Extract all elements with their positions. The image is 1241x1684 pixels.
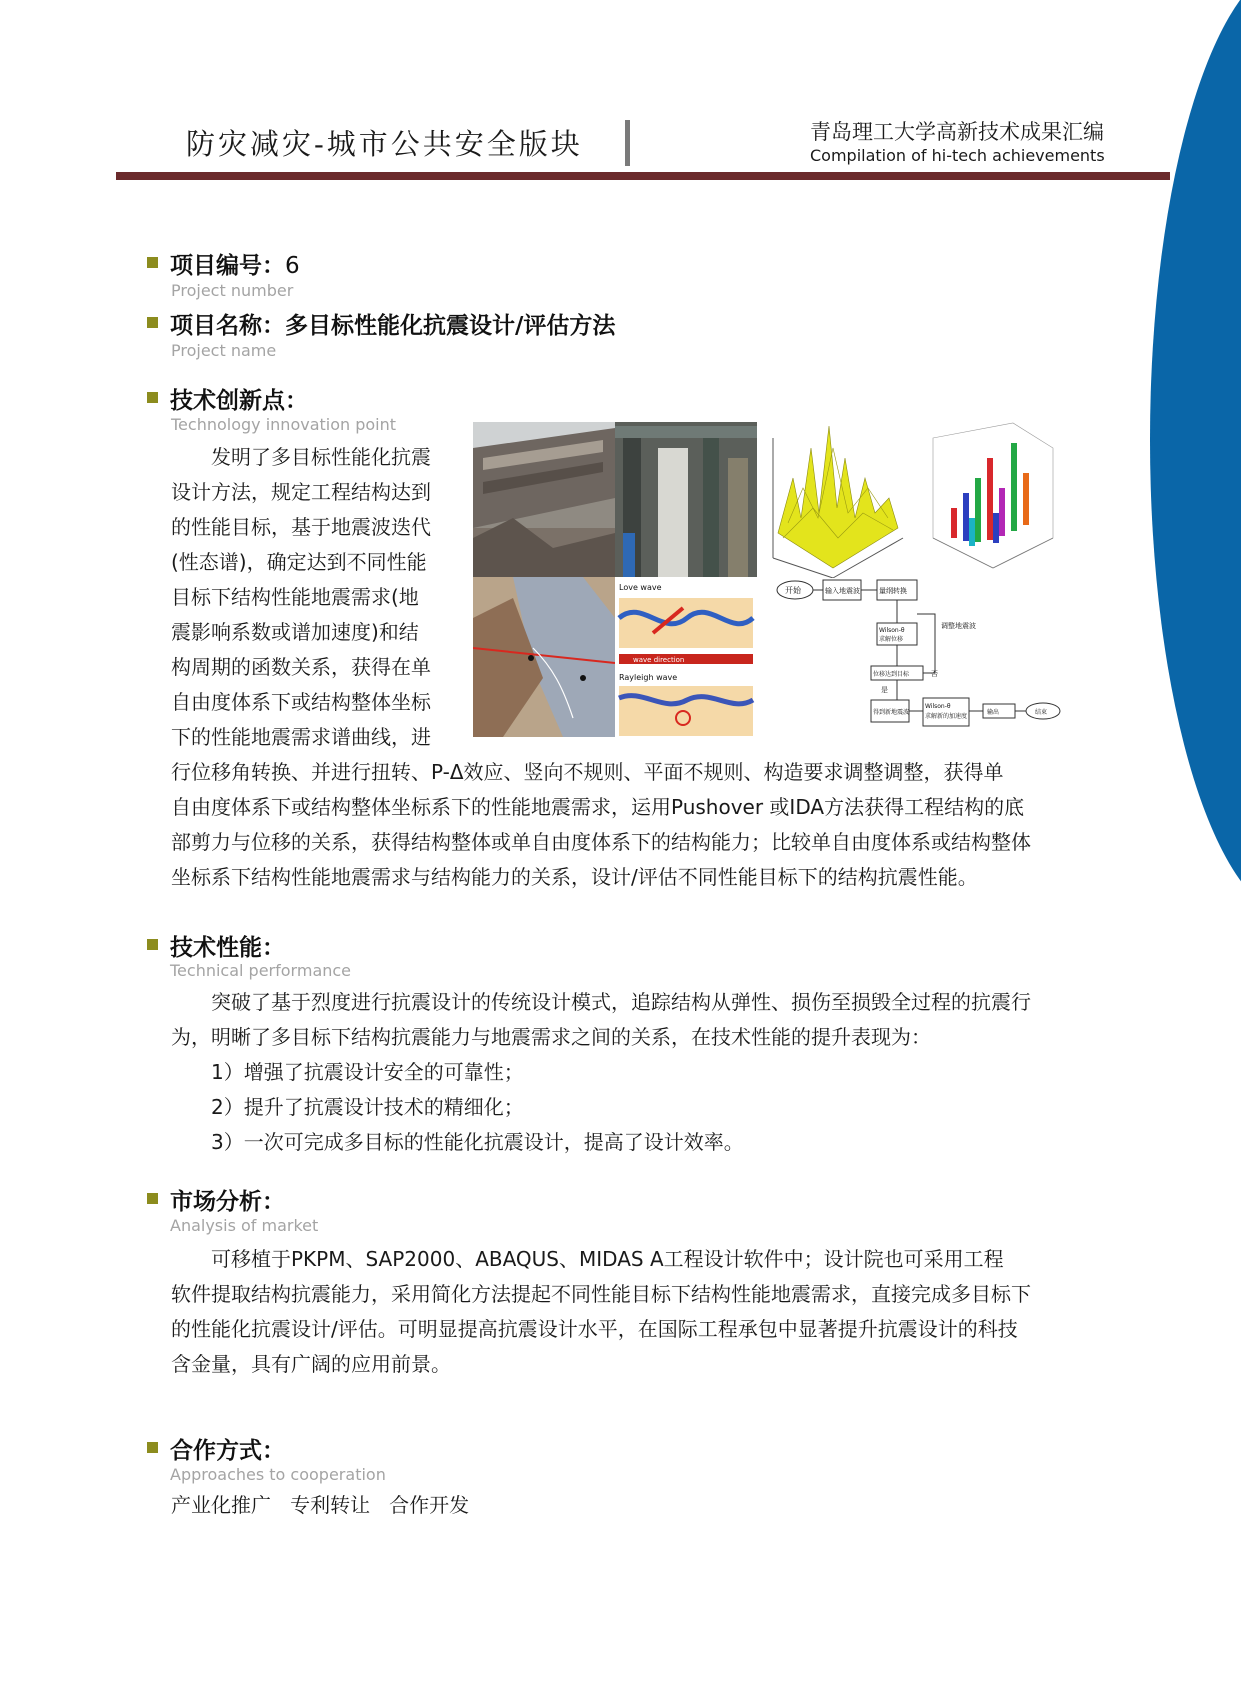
- market-heading: 市场分析：: [170, 1189, 285, 1215]
- flow-target: 位移达到目标: [873, 671, 910, 678]
- bullet-square: [147, 1442, 158, 1453]
- bullet-square: [147, 1193, 158, 1204]
- publication-title-en: Compilation of hi-tech achievements: [810, 146, 1105, 165]
- flow-start: 开始: [785, 586, 801, 595]
- innovation-heading: 技术创新点：: [170, 388, 308, 414]
- header-rule: [116, 172, 1150, 180]
- list-item: 3）一次可完成多目标的性能化抗震设计，提高了设计效率。: [211, 1130, 744, 1154]
- text-line: 为，明晰了多目标下结构抗震能力与地震需求之间的关系，在技术性能的提升表现为：: [171, 1025, 931, 1049]
- flow-wilson2-b: 求解新的加速度: [925, 713, 968, 720]
- flow-wilson1-b: 求解位移: [879, 636, 904, 643]
- text-line: 可移植于PKPM、SAP2000、ABAQUS、MIDAS A工程设计软件中；设计院也可采用工程: [211, 1247, 1004, 1271]
- text-line: 的性能化抗震设计/评估。可明显提高抗震设计水平，在国际工程承包中显著提升抗震设计的科技: [171, 1317, 1018, 1341]
- flow-convert: 量纲转换: [879, 587, 907, 595]
- cooperation-heading: 合作方式：: [170, 1438, 285, 1464]
- project-name-label: 项目名称：: [170, 313, 285, 339]
- decorative-blue-arc: [1150, 0, 1241, 920]
- flow-wilson1: Wilson-θ: [879, 627, 905, 634]
- performance-paragraph: [171, 985, 1081, 1160]
- innovation-paragraph-wide: [171, 755, 1081, 895]
- text-line: 构周期的函数关系，获得在单: [171, 655, 431, 679]
- text-line: 软件提取结构抗震能力，采用简化方法提起不同性能目标下结构性能地震需求，直接完成多目标下: [171, 1282, 1031, 1306]
- flow-end: 结束: [1035, 709, 1048, 716]
- text-line: 发明了多目标性能化抗震: [211, 445, 431, 469]
- text-line: 自由度体系下或结构整体坐标: [171, 690, 431, 714]
- project-number-label-en: Project number: [171, 281, 294, 300]
- bullet-square: [147, 317, 158, 328]
- project-name-value: 多目标性能化抗震设计/评估方法: [285, 313, 616, 339]
- text-line: 目标下结构性能地震需求(地: [171, 585, 419, 609]
- market-paragraph: [171, 1242, 1081, 1382]
- innovation-figure: [473, 418, 1073, 740]
- list-item: 1）增强了抗震设计安全的可靠性；: [211, 1060, 524, 1084]
- bullet-square: [147, 257, 158, 268]
- project-number-heading: [170, 247, 300, 280]
- project-number-label: 项目编号：: [170, 253, 285, 279]
- photo-terrain-map: [473, 577, 615, 737]
- flow-wilson2: Wilson-θ: [925, 703, 951, 710]
- chart-3d-bars: [907, 418, 1073, 578]
- love-wave-label: Love wave: [619, 583, 662, 592]
- flowchart: [757, 578, 1073, 738]
- chart-3d-surface: [757, 418, 907, 578]
- performance-heading: 技术性能：: [170, 935, 285, 961]
- performance-label-en: Technical performance: [170, 961, 352, 980]
- text-line: 设计方法，规定工程结构达到: [171, 480, 431, 504]
- text-line: 突破了基于烈度进行抗震设计的传统设计模式，追踪结构从弹性、损伤至损毁全过程的抗震行: [211, 990, 1031, 1014]
- market-label-en: Analysis of market: [170, 1216, 319, 1235]
- list-item: 2）提升了抗震设计技术的精细化；: [211, 1095, 524, 1119]
- text-line: (性态谱)，确定达到不同性能: [171, 550, 427, 574]
- flow-output: 输出: [987, 709, 1000, 716]
- text-line: 的性能目标，基于地震波迭代: [171, 515, 431, 539]
- flow-yes: 是: [881, 686, 888, 694]
- bullet-square: [147, 392, 158, 403]
- text-line: 行位移角转换、并进行扭转、P-Δ效应、竖向不规则、平面不规则、构造要求调整调整，获得单: [171, 760, 1004, 784]
- header-separator: [625, 120, 630, 166]
- text-line: 震影响系数或谱加速度)和结: [171, 620, 419, 644]
- photo-column-test: [615, 422, 757, 577]
- rayleigh-wave-label: Rayleigh wave: [619, 673, 678, 682]
- cooperation-value: 产业化推广 专利转让 合作开发: [171, 1493, 470, 1517]
- text-line: 自由度体系下或结构整体坐标系下的性能地震需求，运用Pushover 或IDA方法获得工程结构的底: [171, 795, 1025, 819]
- flow-no: 否: [931, 670, 938, 678]
- text-line: 部剪力与位移的关系，获得结构整体或单自由度体系下的结构能力；比较单自由度体系或结构整体: [171, 830, 1031, 854]
- project-name-heading: [170, 307, 615, 340]
- section-title: 防灾减灾-城市公共安全版块: [186, 127, 583, 161]
- project-name-label-en: Project name: [171, 341, 277, 360]
- text-line: 含金量，具有广阔的应用前景。: [171, 1352, 451, 1376]
- cooperation-label-en: Approaches to cooperation: [170, 1465, 386, 1484]
- text-line: 下的性能地震需求谱曲线，进: [171, 725, 431, 749]
- flow-adjust: 调整地震波: [941, 622, 976, 630]
- project-number-value: 6: [285, 253, 300, 279]
- publication-title-cn: 青岛理工大学高新技术成果汇编: [810, 120, 1104, 144]
- bullet-square: [147, 939, 158, 950]
- photo-collapsed-building: [473, 422, 615, 577]
- wave-diagram: [615, 577, 757, 737]
- text-line: 坐标系下结构性能地震需求与结构能力的关系，设计/评估不同性能目标下的结构抗震性能。: [171, 865, 978, 889]
- innovation-paragraph-narrow: [171, 440, 456, 755]
- flow-input: 输入地震波: [825, 587, 860, 595]
- flow-get-wave: 得到新地震波: [873, 709, 910, 716]
- wave-direction-label: wave direction: [633, 656, 685, 664]
- innovation-label-en: Technology innovation point: [171, 415, 397, 434]
- header-rule-tail: [1150, 172, 1170, 180]
